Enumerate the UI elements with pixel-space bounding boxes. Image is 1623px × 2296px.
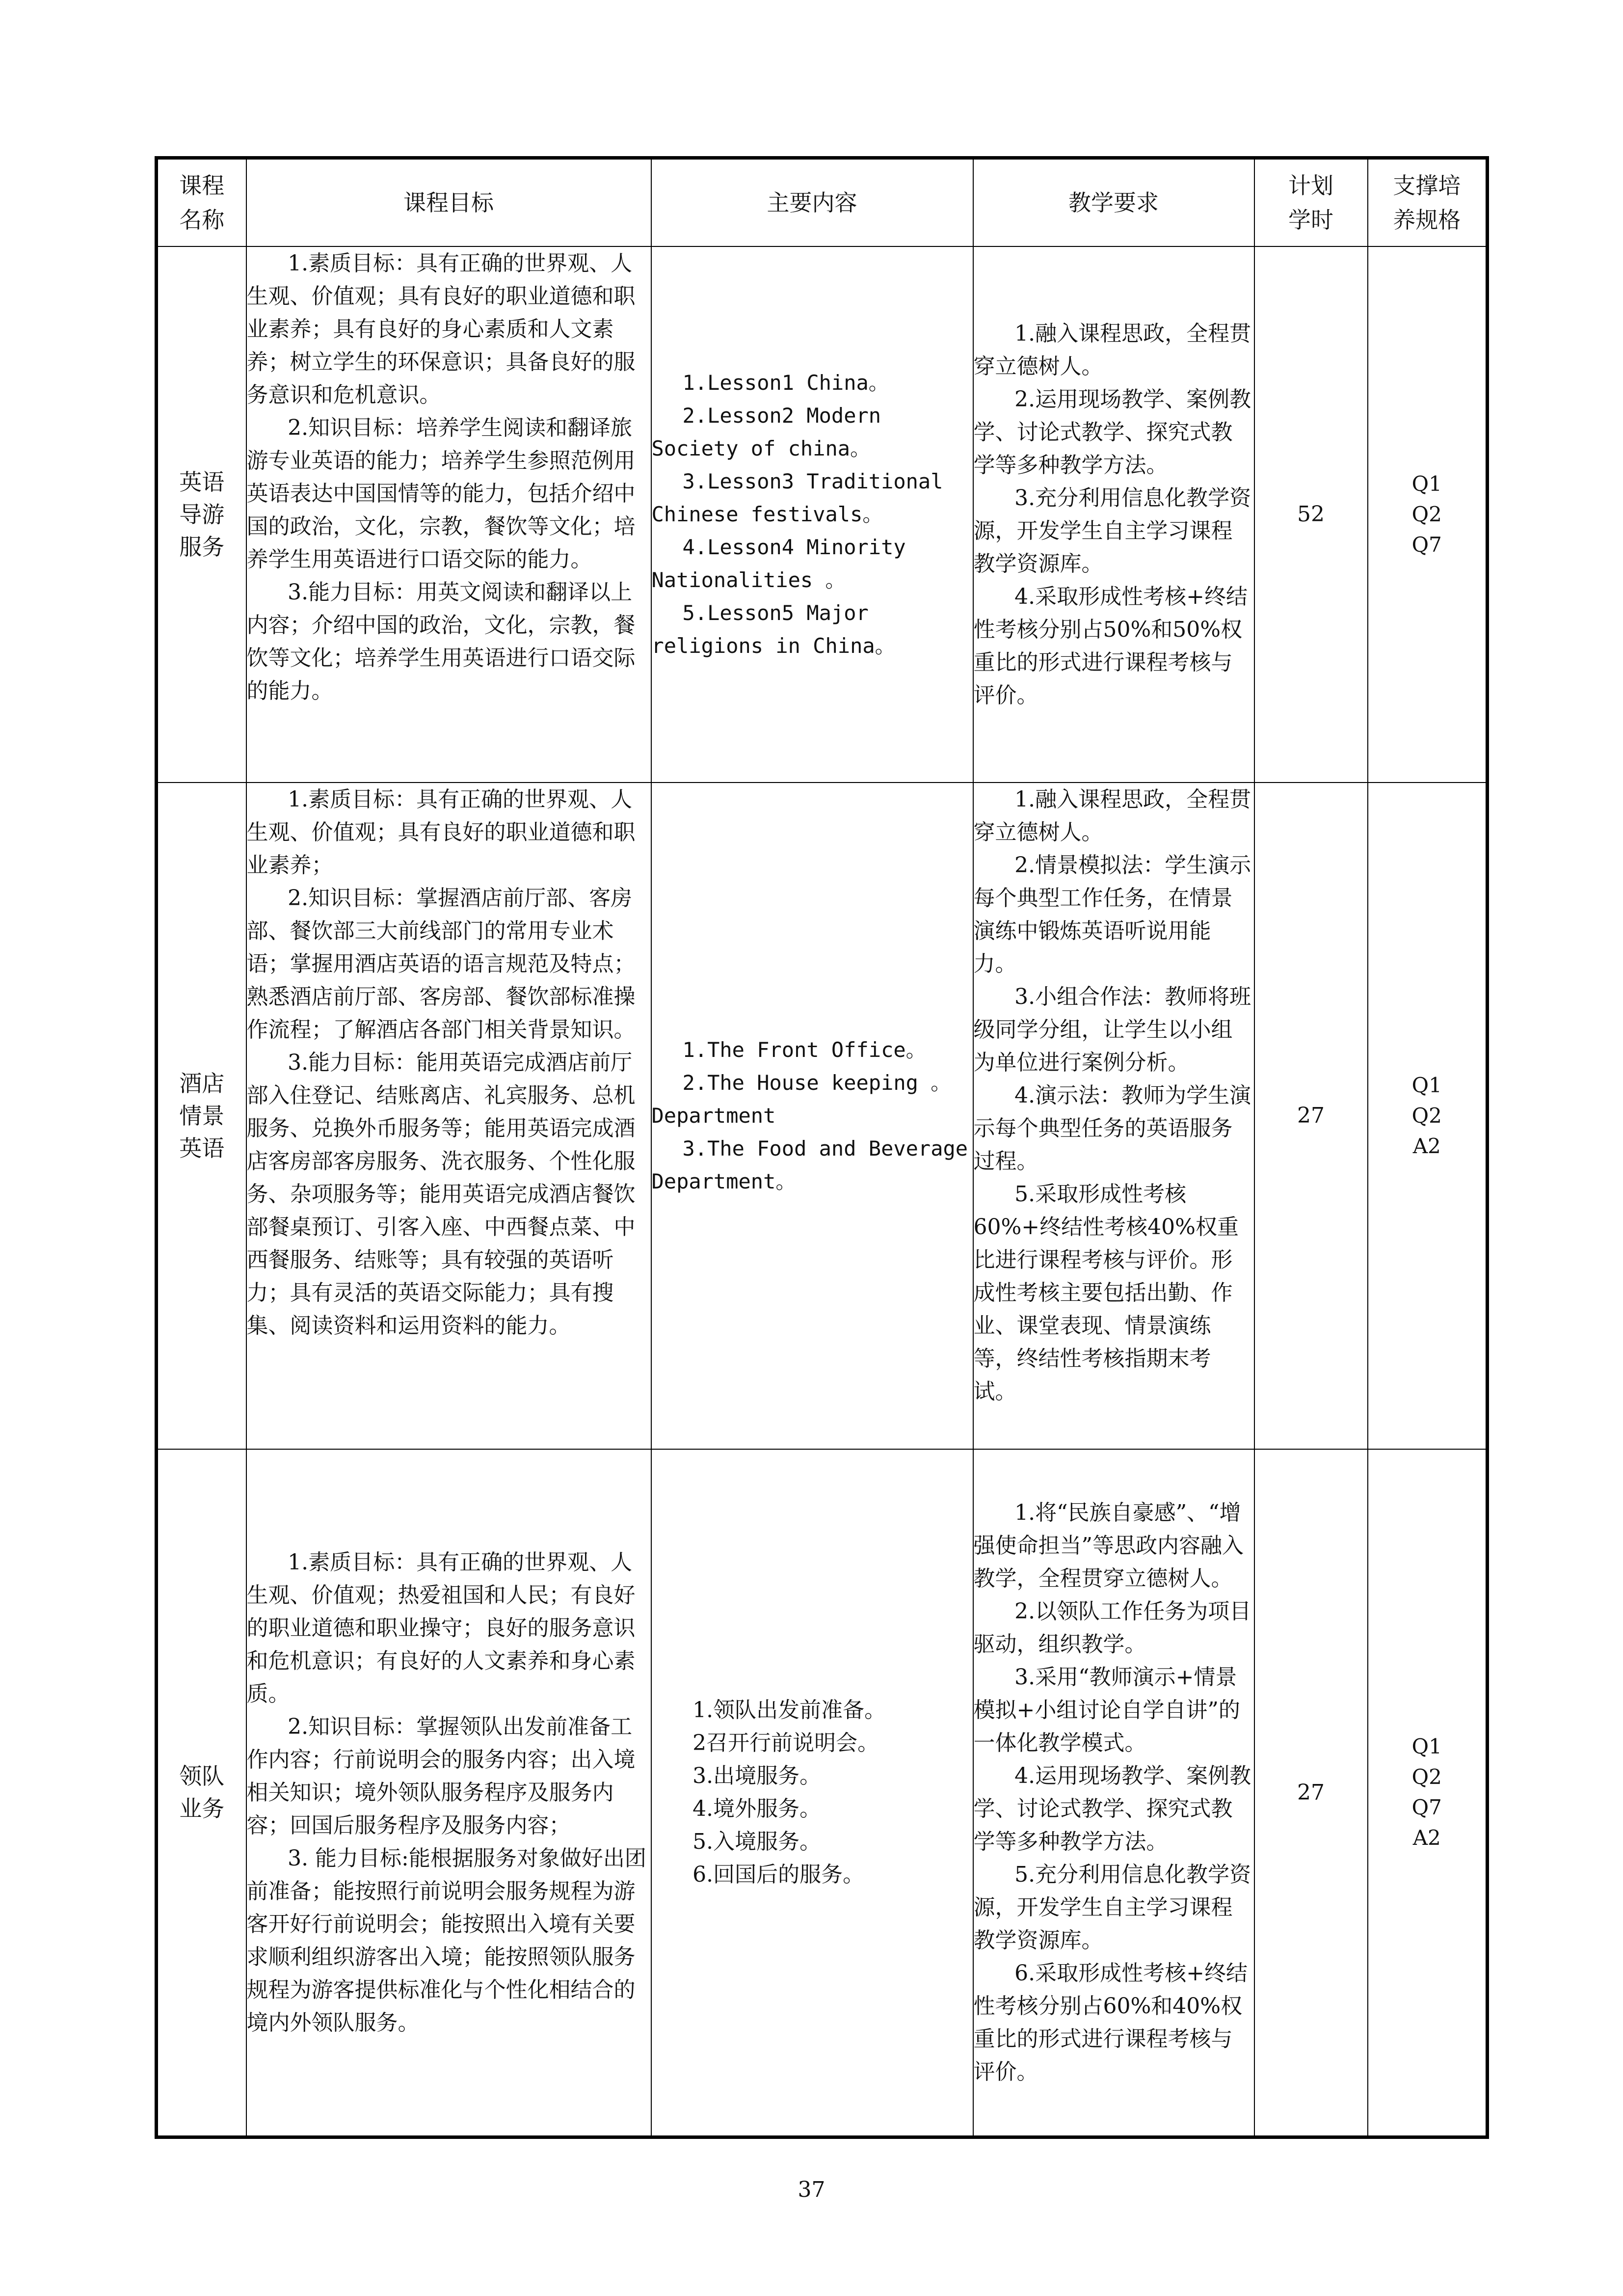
table-row: [157, 1449, 1488, 2137]
course-goals: 1.素质目标：具有正确的世界观、人生观、价值观；具有良好的职业道德和职业素养； 2.知识目标：掌握酒店前厅部、客房部、餐饮部三大前线部门的常用专业术语；掌握用酒店英语的语言规范及特点；熟悉酒店前厅部、客房部、餐饮部标准操作流程；了解酒店各部门相关背景知识。 3.能力目标：能用英语完成酒店前厅部入住登记、结账离店、礼宾服务、总机服务、兑换外币服务等；能用英语完成酒店客房部客房服务、洗衣服务、个性化服务、杂项服务等；能用英语完成酒店餐饮部餐桌预订、引客入座、中西餐点菜、中西餐服务、结账等；具有较强的英语听力；具有灵活的英语交际能力；具有搜集、阅读资料和运用资料的能力。: [246, 783, 651, 1449]
planned-hours: 52: [1254, 246, 1368, 783]
course-goals: 1.素质目标：具有正确的世界观、人生观、价值观；热爱祖国和人民；有良好的职业道德和职业操守；良好的服务意识和危机意识；有良好的人文素养和身心素质。 2.知识目标：掌握领队出发前准备工作内容；行前说明会的服务内容；出入境相关知识；境外领队服务程序及服务内容；回国后服务程序及服务内容； 3. 能力目标:能根据服务对象做好出团前准备；能按照行前说明会服务规程为游客开好行前说明会；能按照出入境有关要求顺利组织游客出入境；能按照领队服务规程为游客提供标准化与个性化相结合的境内外领队服务。: [246, 1449, 651, 2137]
table-row: [157, 783, 1488, 1449]
header-planned-hours: 计划 学时: [1254, 158, 1368, 246]
header-teaching-requirements: 教学要求: [973, 158, 1254, 246]
page-number: 37: [798, 2177, 825, 2202]
planned-hours: 27: [1254, 783, 1368, 1449]
teaching-requirements: 1.将“民族自豪感”、“增强使命担当”等思政内容融入教学，全程贯穿立德树人。 2.以领队工作任务为项目驱动，组织教学。 3.采用“教师演示+情景模拟+小组讨论自学自讲”的一体化教学模式。 4.运用现场教学、案例教学、讨论式教学、探究式教学等多种教学方法。 5.充分利用信息化教学资源，开发学生自主学习课程教学资源库。 6.采取形成性考核+终结性考核分别占60%和40%权重比的形式进行课程考核与评价。: [973, 1449, 1254, 2137]
teaching-requirements: 1.融入课程思政，全程贯穿立德树人。 2.运用现场教学、案例教学、讨论式教学、探究式教学等多种教学方法。 3.充分利用信息化教学资源，开发学生自主学习课程教学资源库。 4.采取形成性考核+终结性考核分别占50%和50%权重比的形式进行课程考核与评价。: [973, 246, 1254, 783]
header-course-name: 课程 名称: [157, 158, 246, 246]
support-specs: Q1 Q2 Q7: [1368, 246, 1488, 783]
header-main-content: 主要内容: [651, 158, 973, 246]
main-content: 1.领队出发前准备。 2召开行前说明会。 3.出境服务。 4.境外服务。 5.入境服务。 6.回国后的服务。: [651, 1449, 973, 2137]
main-content: 1.Lesson1 China。 2.Lesson2 Modern Society of china。 3.Lesson3 Traditional Chinese festivals。 4.Lesson4 Minority Nationalities 。 5.Lesson5 Major religions in China。: [651, 246, 973, 783]
header-course-goals: 课程目标: [246, 158, 651, 246]
course-name: 英语 导游 服务: [157, 246, 246, 783]
planned-hours: 27: [1254, 1449, 1368, 2137]
table-header-row: [157, 158, 1488, 246]
main-content: 1.The Front Office。 2.The House keeping 。Department 3.The Food and Beverage Department。: [651, 783, 973, 1449]
course-table: [155, 156, 1489, 2139]
table-row: [157, 246, 1488, 783]
course-name: 领队 业务: [157, 1449, 246, 2137]
course-name: 酒店 情景 英语: [157, 783, 246, 1449]
course-goals: 1.素质目标：具有正确的世界观、人生观、价值观；具有良好的职业道德和职业素养；具有良好的身心素质和人文素养；树立学生的环保意识；具备良好的服务意识和危机意识。 2.知识目标：培养学生阅读和翻译旅游专业英语的能力；培养学生参照范例用英语表达中国国情等的能力，包括介绍中国的政治，文化，宗教，餐饮等文化；培养学生用英语进行口语交际的能力。 3.能力目标：用英文阅读和翻译以上内容；介绍中国的政治，文化，宗教，餐饮等文化；培养学生用英语进行口语交际的能力。: [246, 246, 651, 783]
support-specs: Q1 Q2 Q7 A2: [1368, 1449, 1488, 2137]
header-support-specs: 支撑培 养规格: [1368, 158, 1488, 246]
teaching-requirements: 1.融入课程思政，全程贯穿立德树人。 2.情景模拟法：学生演示每个典型工作任务，在情景演练中锻炼英语听说用能力。 3.小组合作法：教师将班级同学分组，让学生以小组为单位进行案例分析。 4.演示法：教师为学生演示每个典型任务的英语服务过程。 5.采取形成性考核60%+终结性考核40%权重比进行课程考核与评价。形成性考核主要包括出勤、作业、课堂表现、情景演练等，终结性考核指期末考试。: [973, 783, 1254, 1449]
support-specs: Q1 Q2 A2: [1368, 783, 1488, 1449]
